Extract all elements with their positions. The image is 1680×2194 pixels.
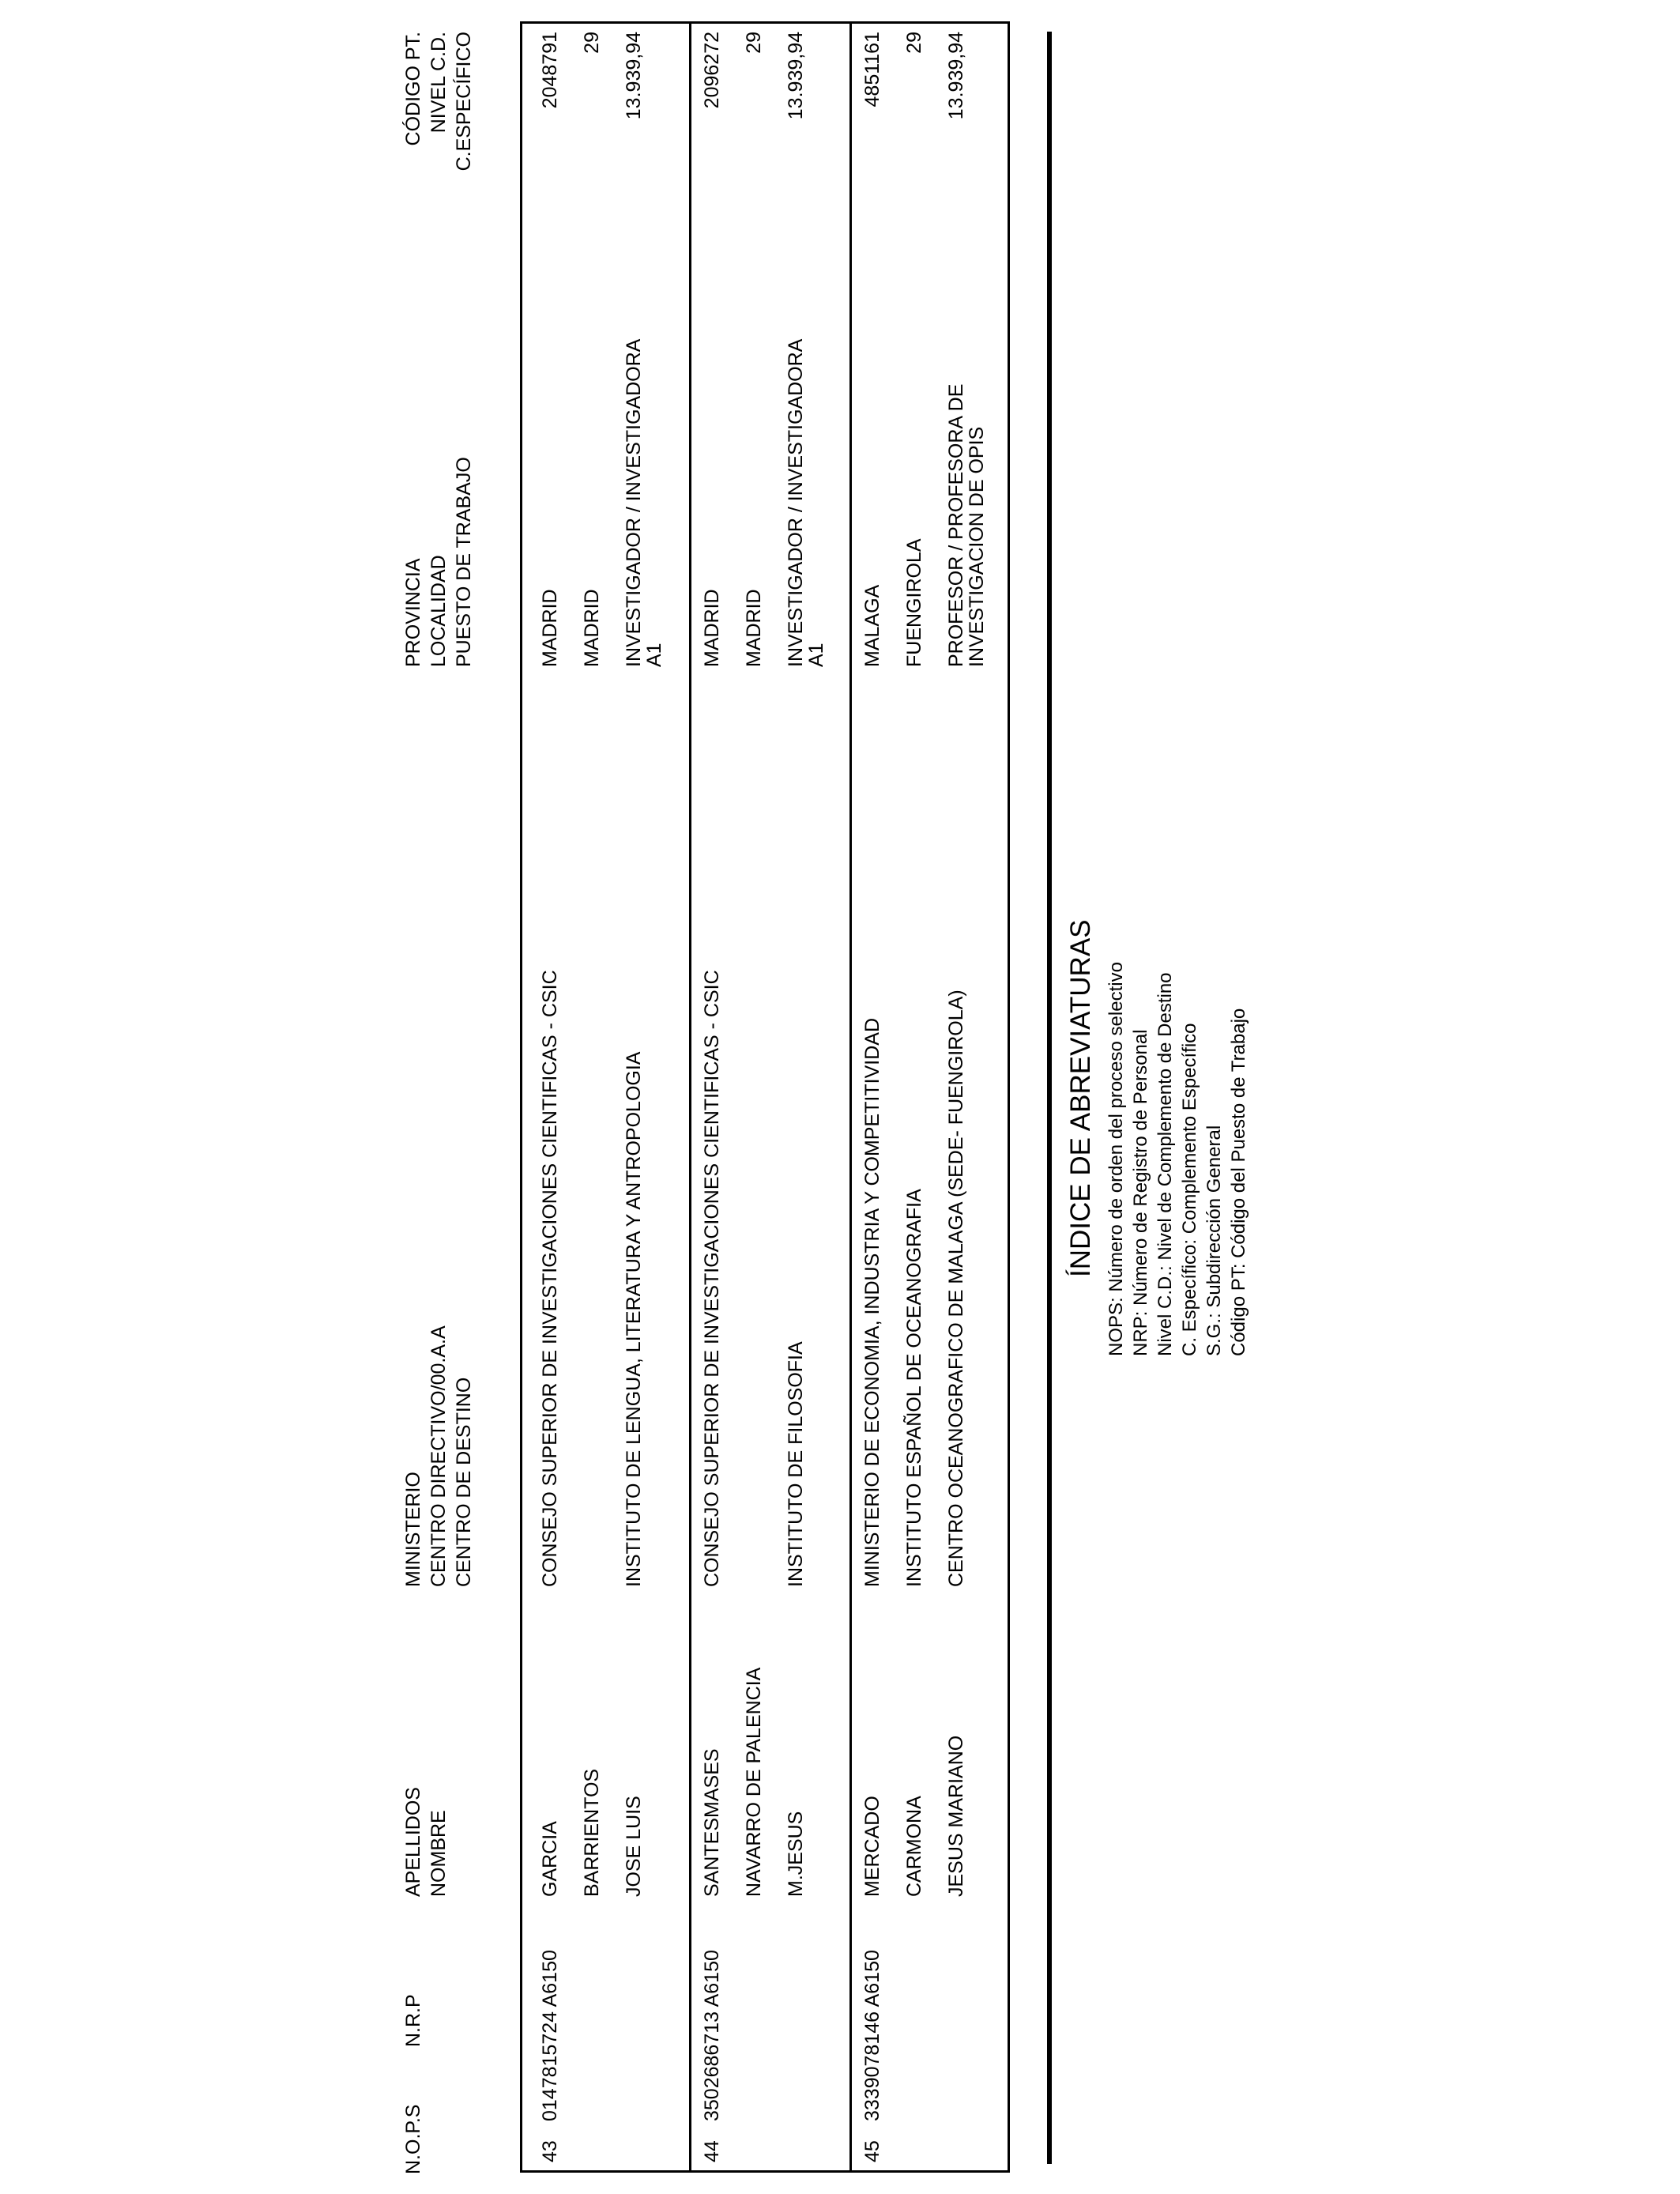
row-apellido1: MERCADO — [861, 1796, 883, 1897]
header-especifico: C.ESPECÍFICO — [453, 32, 475, 172]
abbreviations-title: ÍNDICE DE ABREVIATURAS — [1065, 919, 1096, 1277]
horizontal-rule — [1047, 32, 1052, 2164]
header-nivel: NIVEL C.D. — [428, 32, 450, 134]
header-codigo: CÓDIGO PT. — [402, 32, 424, 146]
row-provincia: MALAGA — [861, 584, 883, 667]
row-puesto-linea2: INVESTIGACION DE OPIS — [966, 426, 988, 667]
row-nivel: 29 — [903, 32, 925, 54]
row-especifico: 13.939,94 — [623, 32, 645, 120]
abbreviation-item: C. Específico: Complemento Específico — [1179, 1023, 1200, 1356]
row-puesto-grupo: A1 — [805, 643, 827, 667]
row-puesto: INVESTIGADOR / INVESTIGADORA — [623, 338, 645, 667]
row-codigo: 2048791 — [539, 32, 561, 109]
row-puesto: INVESTIGADOR / INVESTIGADORA — [785, 338, 807, 667]
row-organismo: INSTITUTO ESPAÑOL DE OCEANOGRAFIA — [903, 1189, 925, 1587]
row-localidad: MADRID — [743, 589, 765, 667]
row-localidad: MADRID — [581, 589, 603, 667]
row-apellido2: NAVARRO DE PALENCIA — [743, 1667, 765, 1897]
row-ministerio: CONSEJO SUPERIOR DE INVESTIGACIONES CIENTIFICAS - CSIC — [701, 970, 723, 1587]
row-centro-destino: CENTRO OCEANOGRAFICO DE MALAGA (SEDE- FUENGIROLA) — [945, 990, 967, 1587]
row-nops: 45 — [861, 2140, 883, 2162]
header-puesto: PUESTO DE TRABAJO — [453, 457, 475, 667]
row-centro-destino: INSTITUTO DE LENGUA, LITERATURA Y ANTROPOLOGIA — [623, 1051, 645, 1587]
header-nops: N.O.P.S — [402, 2104, 424, 2174]
row-apellido1: SANTESMASES — [701, 1748, 723, 1897]
row-nrp: 3502686713 A6150 — [701, 1950, 723, 2121]
row-localidad: FUENGIROLA — [903, 538, 925, 667]
row-nops: 43 — [539, 2140, 561, 2162]
row-centro-destino: INSTITUTO DE FILOSOFIA — [785, 1341, 807, 1587]
header-apellidos: APELLIDOS — [402, 1787, 424, 1897]
header-nrp: N.R.P — [402, 1994, 424, 2047]
row-provincia: MADRID — [539, 589, 561, 667]
row-nivel: 29 — [743, 32, 765, 54]
row-nrp: 0147815724 A6150 — [539, 1950, 561, 2121]
row-especifico: 13.939,94 — [945, 32, 967, 120]
row-nombre: JESUS MARIANO — [945, 1735, 967, 1897]
abbreviation-item: NRP: Número de Registro de Personal — [1130, 1029, 1151, 1356]
row-ministerio: MINISTERIO DE ECONOMIA, INDUSTRIA Y COMPETITIVIDAD — [861, 1018, 883, 1587]
abbreviation-item: S.G.: Subdirección General — [1203, 1125, 1225, 1356]
row-apellido1: GARCIA — [539, 1821, 561, 1897]
header-localidad: LOCALIDAD — [428, 555, 450, 667]
row-divider — [689, 21, 691, 2173]
header-ministerio: MINISTERIO — [402, 1472, 424, 1587]
row-puesto-grupo: A1 — [643, 643, 665, 667]
row-puesto: PROFESOR / PROFESORA DE — [945, 383, 967, 667]
abbreviation-item: NOPS: Número de orden del proceso selectivo — [1106, 962, 1127, 1356]
row-nombre: M.JESUS — [785, 1811, 807, 1897]
header-centro-directivo: CENTRO DIRECTIVO/00.A.A — [428, 1325, 450, 1587]
header-centro-destino: CENTRO DE DESTINO — [453, 1377, 475, 1587]
row-nivel: 29 — [581, 32, 603, 54]
row-divider — [849, 21, 852, 2173]
header-nombre: NOMBRE — [428, 1810, 450, 1897]
row-provincia: MADRID — [701, 589, 723, 667]
abbreviation-item: Código PT: Código del Puesto de Trabajo — [1228, 1008, 1249, 1356]
row-nombre: JOSE LUIS — [623, 1796, 645, 1897]
row-apellido2: CARMONA — [903, 1796, 925, 1897]
row-codigo: 2096272 — [701, 32, 723, 109]
row-nrp: 3339078146 A6150 — [861, 1950, 883, 2121]
row-especifico: 13.939,94 — [785, 32, 807, 120]
header-provincia: PROVINCIA — [402, 558, 424, 667]
row-nops: 44 — [701, 2140, 723, 2162]
row-apellido2: BARRIENTOS — [581, 1768, 603, 1897]
row-codigo: 4851161 — [861, 32, 883, 107]
row-ministerio: CONSEJO SUPERIOR DE INVESTIGACIONES CIENTIFICAS - CSIC — [539, 970, 561, 1587]
abbreviation-item: Nivel C.D.: Nivel de Complemento de Destino — [1155, 972, 1176, 1356]
